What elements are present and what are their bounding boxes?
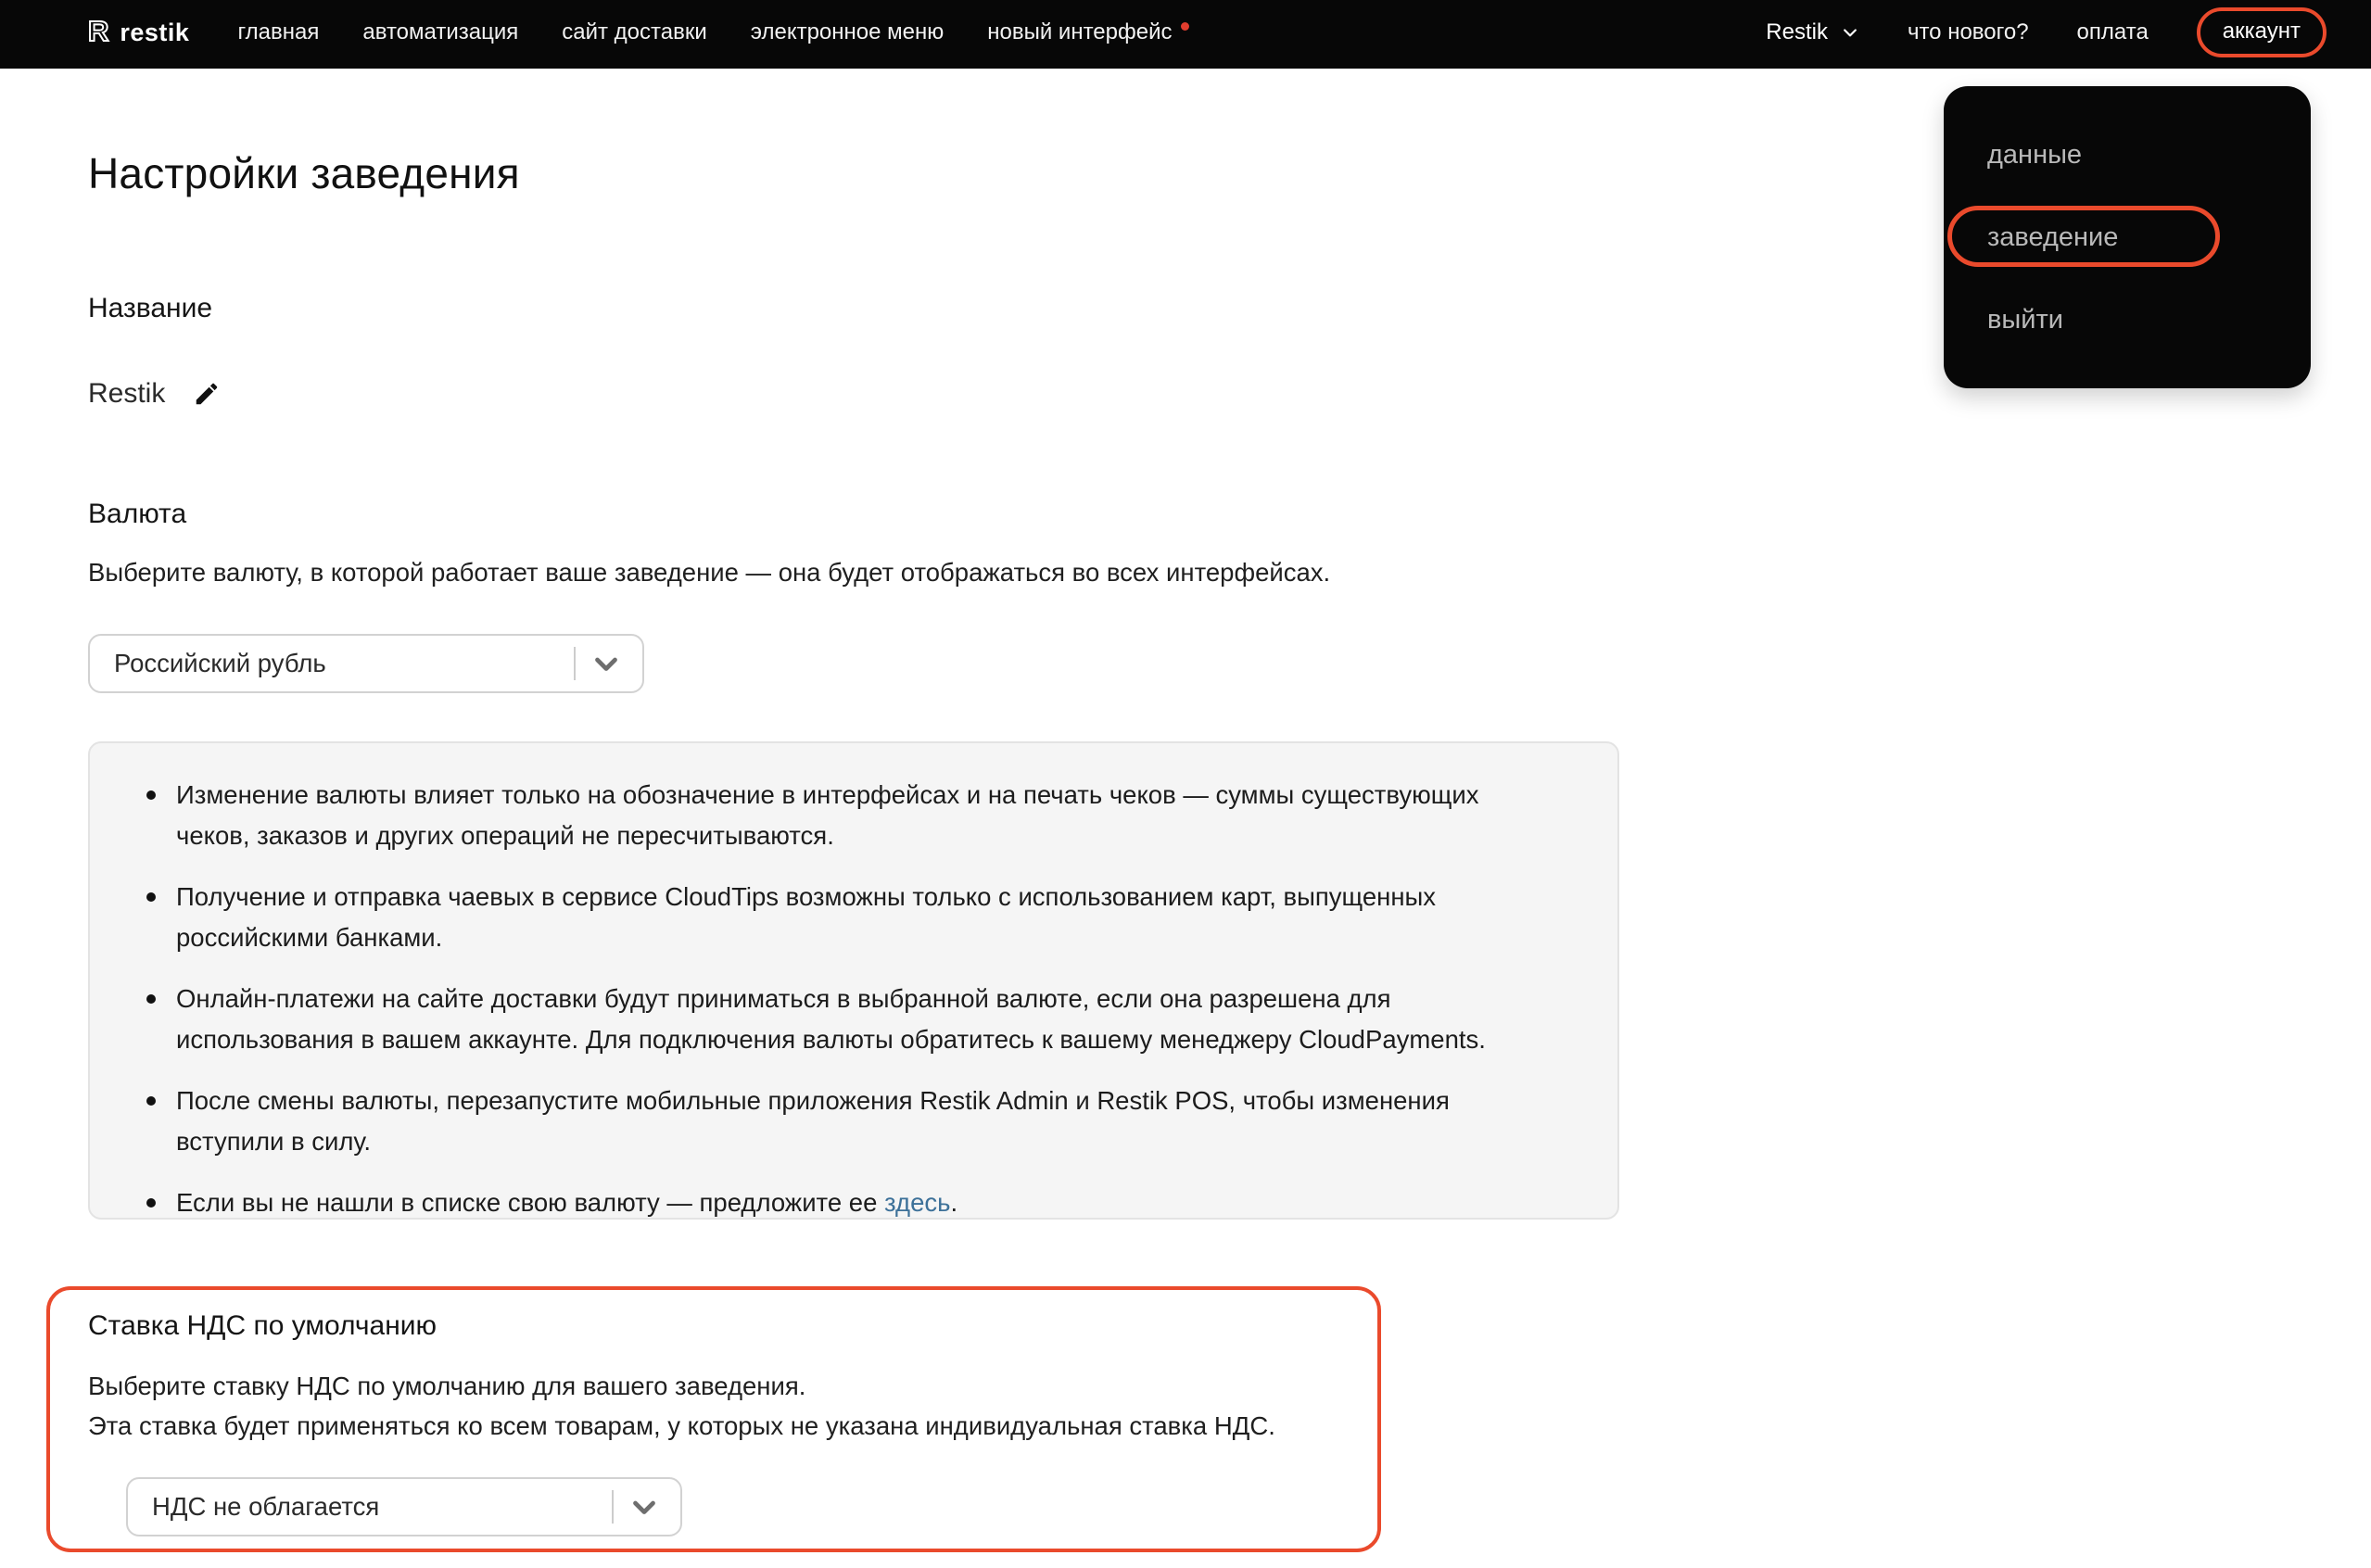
venue-switcher-label: Restik	[1766, 19, 1828, 44]
currency-select-value: Российский рубль	[114, 649, 326, 677]
logo-text: restik	[120, 18, 190, 46]
vat-section-title: Ставка НДС по умолчанию	[88, 1310, 437, 1341]
note-link-suffix: .	[950, 1188, 958, 1217]
chevron-down-icon	[627, 1489, 662, 1524]
note-item	[134, 1182, 1573, 1223]
edit-pencil-icon[interactable]	[193, 380, 221, 408]
vat-description-line2: Эта ставка будет применяться ко всем товарам, у которых не указана индивидуальная ставка НДС.	[88, 1411, 1275, 1440]
vat-section-highlighted	[46, 1286, 1381, 1552]
top-navbar	[0, 0, 2371, 69]
select-divider	[612, 1490, 614, 1524]
note-link-prefix: Если вы не нашли в списке свою валюту — предложите ее	[176, 1188, 885, 1217]
currency-section-label: Валюта	[88, 499, 187, 529]
vat-description-line1: Выберите ставку НДС по умолчанию для вашего заведения.	[88, 1372, 806, 1400]
currency-description: Выберите валюту, в которой работает ваше заведение — она будет отображаться во всех интерфейсах.	[88, 558, 1331, 587]
name-section-label: Название	[88, 293, 213, 323]
nav-item-glavnaya[interactable]: главная	[237, 19, 320, 44]
menu-item-vyjti[interactable]: выйти	[1987, 304, 2063, 335]
nav-item-avtomatizaciya[interactable]: автоматизация	[362, 19, 519, 44]
note-item: Изменение валюты влияет только на обозначение в интерфейсах и на печать чеков — суммы существующих чеков, заказов и других операций не пересчитываются.	[134, 775, 1573, 856]
note-item: После смены валюты, перезапустите мобильные приложения Restik Admin и Restik POS, чтобы изменения вступили в силу.	[134, 1081, 1573, 1162]
vat-description	[88, 1366, 1340, 1446]
page-title: Настройки заведения	[88, 149, 520, 197]
currency-select[interactable]	[88, 634, 644, 693]
nav-item-elektronnoe-menu[interactable]: электронное меню	[750, 19, 945, 44]
venue-name-row	[88, 378, 221, 410]
vat-select[interactable]	[126, 1477, 682, 1536]
select-divider	[574, 647, 576, 680]
note-item: Онлайн-платежи на сайте доставки будут приниматься в выбранной валюте, если она разрешена для использования в вашем аккаунте. Для подключения валюты обратитесь к вашему менеджеру CloudPayments.	[134, 979, 1573, 1060]
logo[interactable]	[88, 16, 189, 49]
nav-item-novyj-interfejs[interactable]	[987, 19, 1188, 45]
note-item: Получение и отправка чаевых в сервисе CloudTips возможны только с использованием карт, выпущенных российскими банками.	[134, 877, 1573, 958]
currency-notes-box	[88, 741, 1619, 1220]
venue-switcher[interactable]	[1766, 19, 1859, 45]
menu-item-zavedenie[interactable]: заведение	[1987, 221, 2119, 252]
nav-item-chto-novogo[interactable]: что нового?	[1907, 19, 2029, 44]
logo-r-icon: R	[88, 15, 109, 47]
chevron-down-icon	[589, 646, 624, 681]
menu-item-dannye[interactable]: данные	[1987, 139, 2083, 170]
account-dropdown-menu	[1944, 86, 2311, 388]
venue-name-value: Restik	[88, 378, 166, 409]
vat-select-value: НДС не облагается	[152, 1492, 380, 1521]
navbar-right-group	[1766, 7, 2327, 57]
nav-item-oplata[interactable]: оплата	[2076, 19, 2149, 44]
chevron-down-icon	[1841, 23, 1859, 42]
currency-notes-list	[134, 775, 1573, 1223]
nav-item-novyj-interfejs-label: новый интерфейс	[987, 19, 1173, 44]
nav-item-sajt-dostavki[interactable]: сайт доставки	[562, 19, 707, 44]
suggest-currency-link[interactable]: здесь	[884, 1188, 951, 1217]
main-nav	[237, 19, 1188, 45]
nav-item-akkaunt[interactable]: аккаунт	[2197, 7, 2327, 57]
new-notification-dot-icon	[1181, 22, 1189, 31]
